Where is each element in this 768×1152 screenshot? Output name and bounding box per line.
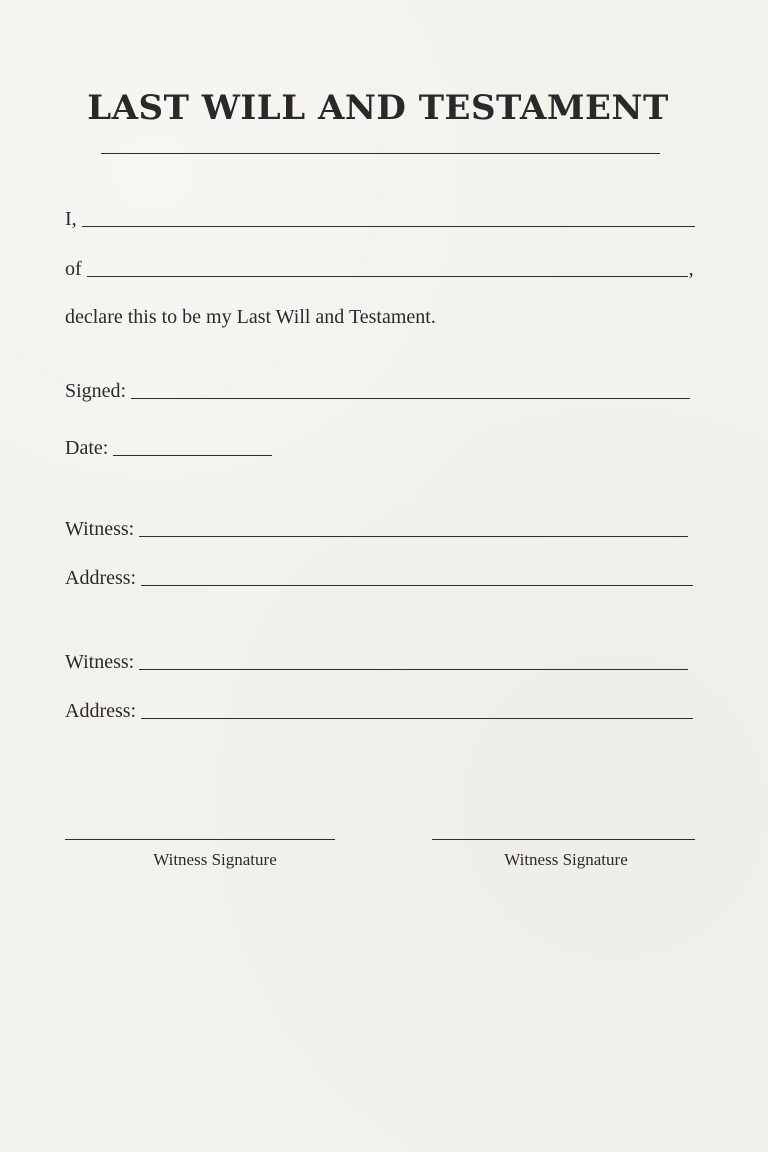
testator-signature-field[interactable]	[131, 398, 690, 399]
testator-residence-field[interactable]	[87, 276, 688, 277]
signed-label: Signed:	[65, 380, 127, 402]
testator-residence-row	[65, 257, 694, 281]
witness-2-address-field[interactable]	[141, 718, 693, 719]
witness-2-row	[65, 650, 688, 674]
witness-1-signature-line[interactable]	[65, 839, 335, 840]
witness-2-label: Witness:	[65, 651, 135, 673]
witness-1-row	[65, 517, 688, 541]
title-underline	[101, 153, 660, 154]
declaration-text: declare this to be my Last Will and Testament.	[65, 306, 436, 328]
testator-name-row	[65, 207, 695, 231]
witness-2-address-label: Address:	[65, 700, 137, 722]
witness-1-label: Witness:	[65, 518, 135, 540]
witness-2-signature-caption: Witness Signature	[504, 850, 628, 869]
witness-1-address-field[interactable]	[141, 585, 693, 586]
signed-row	[65, 379, 690, 403]
testator-prefix: I,	[65, 208, 77, 230]
witness-2-address-row	[65, 699, 693, 723]
witness-2-name-field[interactable]	[139, 669, 688, 670]
testator-name-field[interactable]	[82, 226, 695, 227]
document-title: LAST WILL AND TESTAMENT	[87, 88, 669, 128]
date-row	[65, 436, 272, 460]
residence-prefix: of	[65, 258, 82, 280]
witness-2-signature-line[interactable]	[432, 839, 695, 840]
witness-1-address-label: Address:	[65, 567, 137, 589]
witness-1-signature-caption: Witness Signature	[153, 850, 277, 869]
witness-1-address-row	[65, 566, 693, 590]
date-label: Date:	[65, 437, 109, 459]
date-field[interactable]	[113, 455, 272, 456]
residence-suffix: ,	[688, 258, 694, 280]
witness-1-name-field[interactable]	[139, 536, 688, 537]
